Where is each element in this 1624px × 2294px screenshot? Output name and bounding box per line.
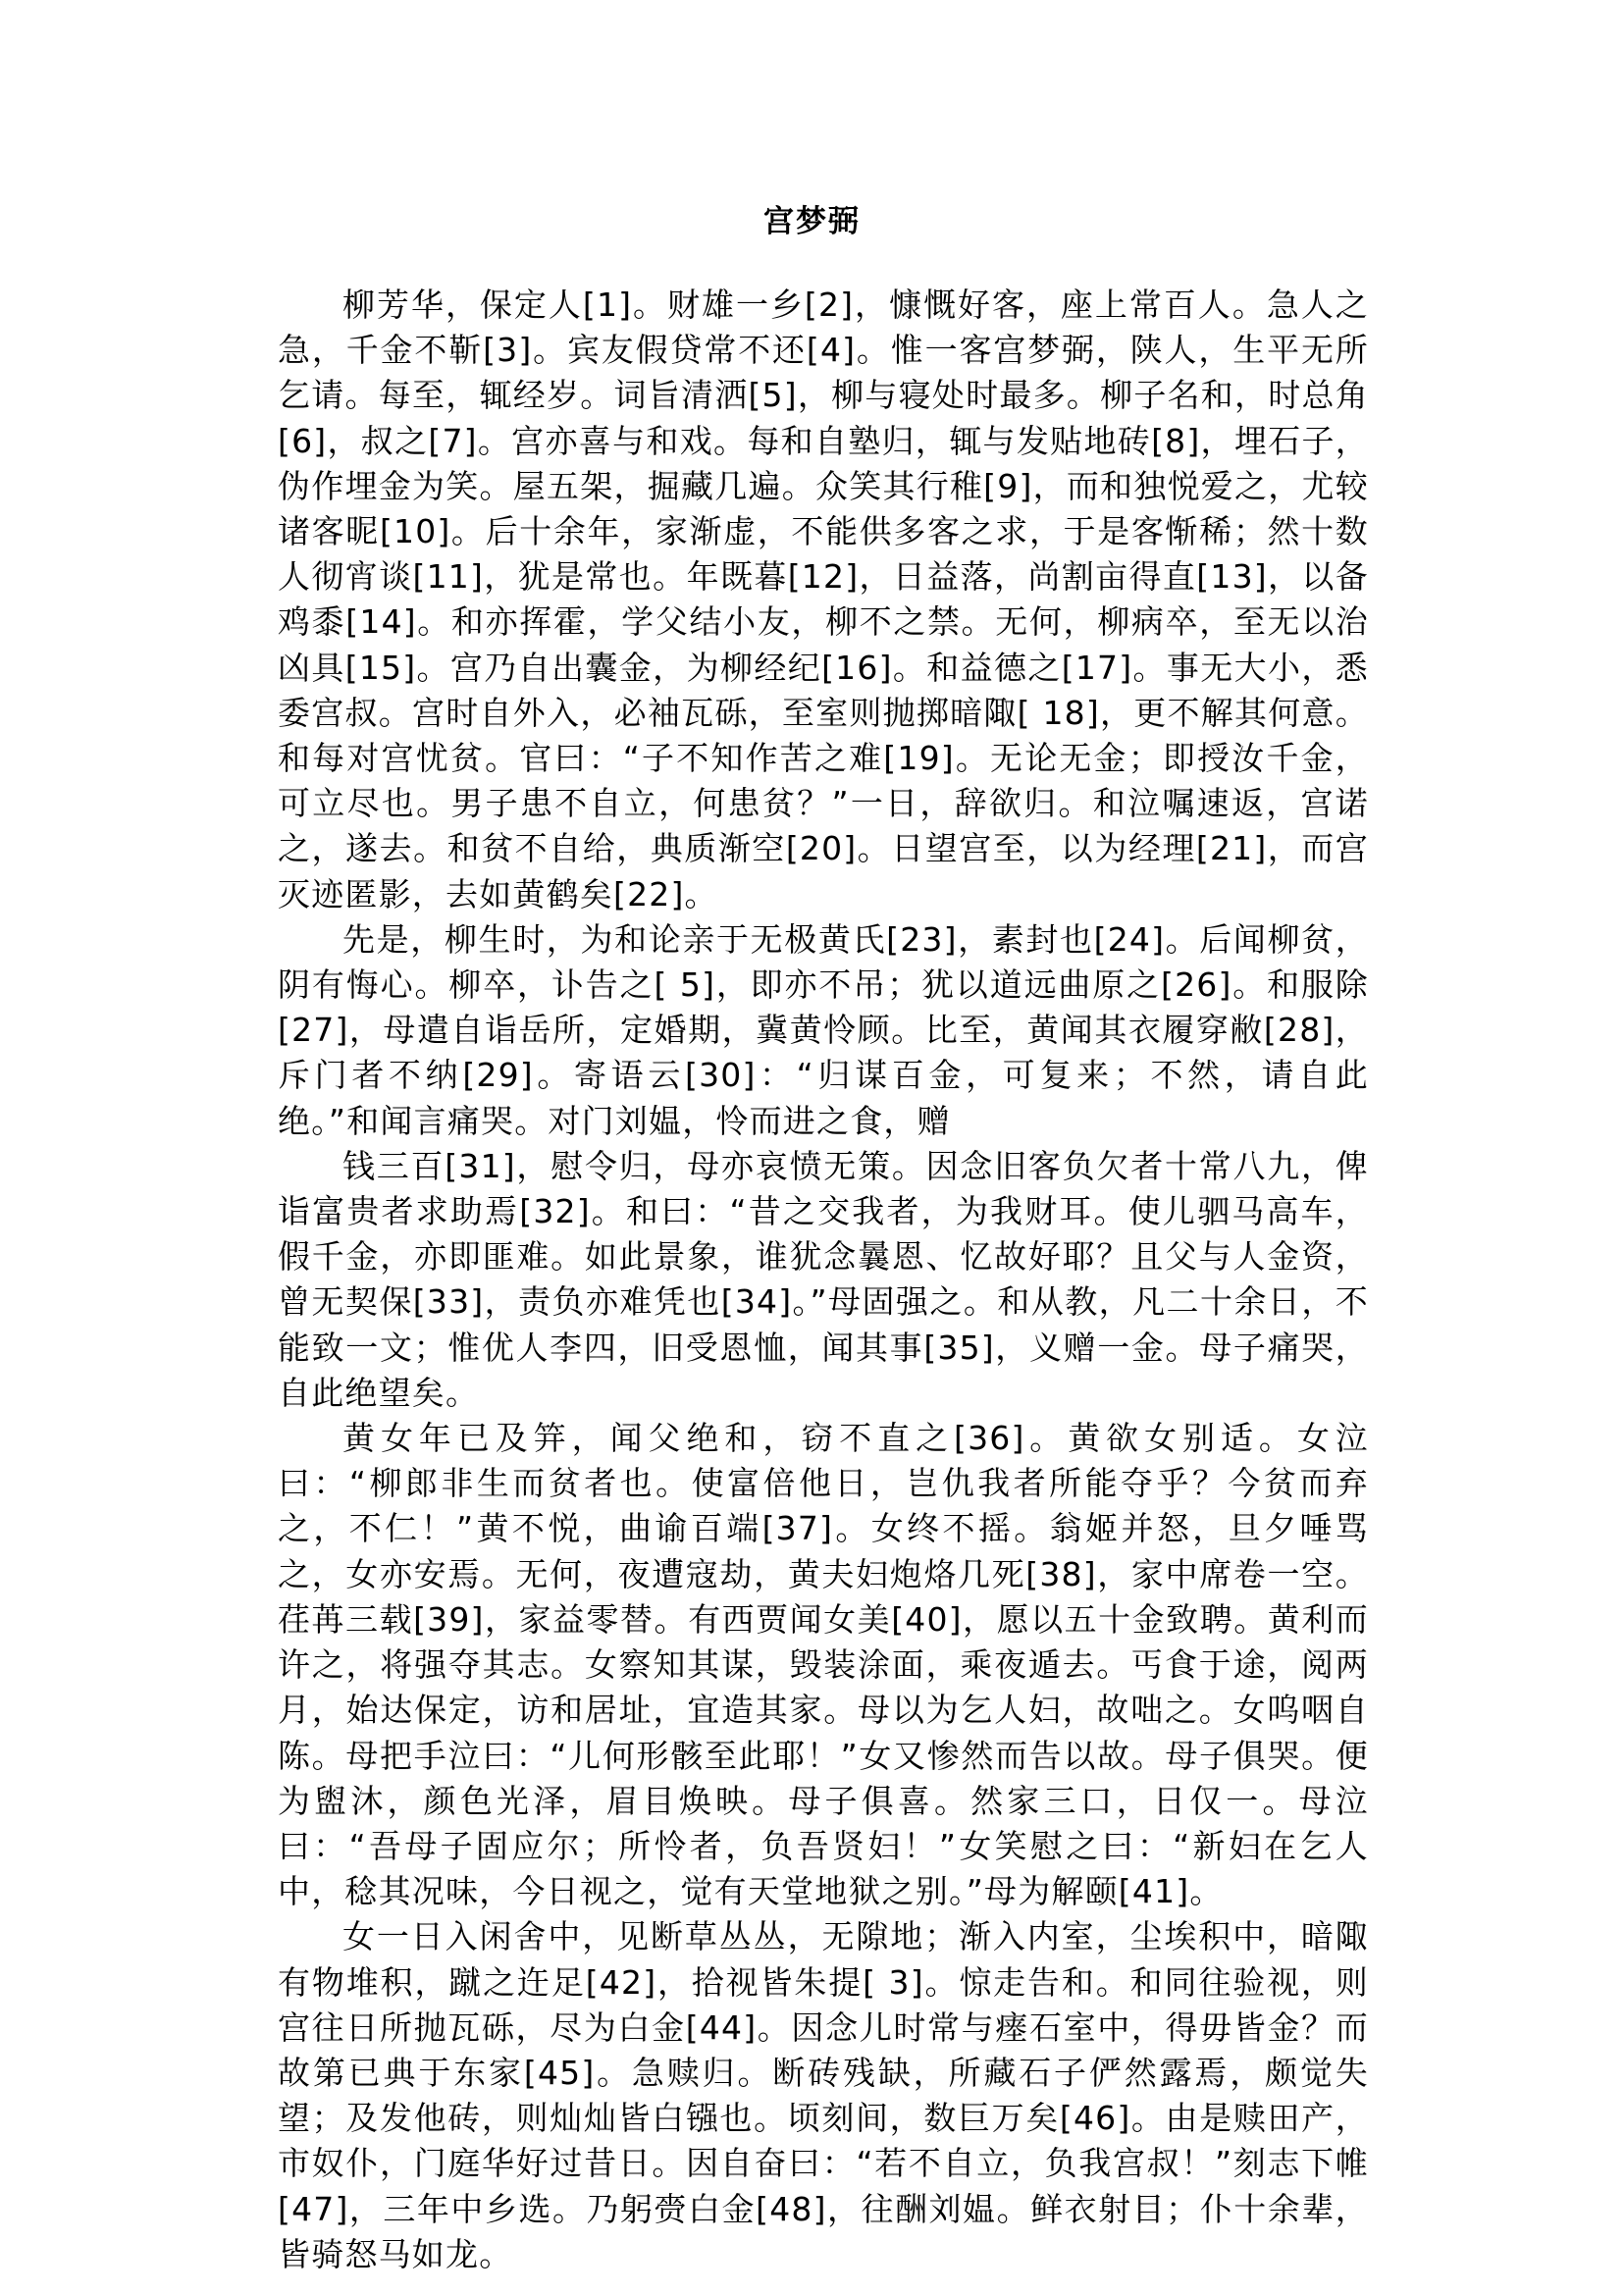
paragraph: 柳芳华，保定人[1]。财雄一乡[2]，慷慨好客，座上常百人。急人之急，千金不靳[3]。宾友假贷常不还[4]。惟一客宫梦弼，陕人，生平无所乞请。每至，辄经岁。词旨清洒[5]，柳与寝处时最多。柳子名和，时总角[6]，叔之[7]。宫亦喜与和戏。每和自塾归，辄与发贴地砖[8]，埋石子，伪作埋金为笑。屋五架，掘藏几遍。众笑其行稚[9]，而和独悦爱之，尤较诸客昵[10]。后十余年，家渐虚，不能供多客之求，于是客惭稀；然十数人彻宵谈[11]，犹是常也。年既暮[12]，日益落，尚割亩得直[13]，以备鸡黍[14]。和亦挥霍，学父结小友，柳不之禁。无何，柳病卒，至无以治凶具[15]。宫乃自出囊金，为柳经纪[16]。和益德之[17]。事无大小，悉委宫叔。宫时自外入，必袖瓦砾，至室则抛掷暗陬[ 18]，更不解其何意。和每对宫忧贫。官曰：“子不知作苦之难[19]。无论无金；即授汝千金，可立尽也。男子患不自立，何患贫？”一日，辞欲归。和泣嘱速返，宫诺之，遂去。和贫不自给，典质渐空[20]。日望宫至，以为经理[21]，而宫灭迹匿影，去如黄鹤矣[22]。 xyxy=(278,286,1369,913)
paragraph: 女一日入闲舍中，见断草丛丛，无隙地；渐入内室，尘埃积中，暗陬有物堆积，蹴之迕足[42]，拾视皆朱提[ 3]。惊走告和。和同往验视，则宫往日所抛瓦砾，尽为白金[44]。因念儿时常与瘗石室中，得毋皆金？而故第已典于东家[45]。急赎归。断砖残缺，所藏石子俨然露焉，颇觉失望；及发他砖，则灿灿皆白镪也。顷刻间，数巨万矣[46]。由是赎田产，市奴仆，门庭华好过昔日。因自奋曰：“若不自立，负我宫叔！”刻志下帷[47]，三年中乡选。乃躬赍白金[48]，往酬刘媪。鲜衣射目；仆十余辈，皆骑怒马如龙。 xyxy=(278,1917,1369,2273)
paragraph: 钱三百[31]，慰令归，母亦哀愤无策。因念旧客负欠者十常八九，俾诣富贵者求助焉[32]。和曰：“昔之交我者，为我财耳。使儿驷马高车，假千金，亦即匪难。如此景象，谁犹念曩恩、忆故好耶？且父与人金资，曾无契保[33]，责负亦难凭也[34]。”母固强之。和从教，凡二十余日，不能致一文；惟优人李四，旧受恩恤，闻其事[35]，义赠一金。母子痛哭，自此绝望矣。 xyxy=(278,1146,1369,1412)
paragraph: 黄女年已及笄，闻父绝和，窃不直之[36]。黄欲女别适。女泣曰：“柳郎非生而贫者也。使富倍他日，岂仇我者所能夺乎？今贫而弃之，不仁！”黄不悦，曲谕百端[37]。女终不摇。翁姬并怒，旦夕唾骂之，女亦安焉。无何，夜遭寇劫，黄夫妇炮烙几死[38]，家中席卷一空。荏苒三载[39]，家益零替。有西贾闻女美[40]，愿以五十金致聘。黄利而许之，将强夺其志。女察知其谋，毁装涂面，乘夜遁去。丐食于途，阅两月，始达保定，访和居址，宜造其家。母以为乞人妇，故咄之。女呜咽自陈。母把手泣曰：“儿何形骸至此耶！”女又惨然而告以故。母子俱哭。便为盥沐，颜色光泽，眉目焕映。母子俱喜。然家三口，日仅一。母泣曰：“吾母子固应尔；所怜者，负吾贤妇！”女笑慰之曰：“新妇在乞人中，稔其况味，今日视之，觉有天堂地狱之别。”母为解颐[41]。 xyxy=(278,1419,1369,1911)
paragraph: 先是，柳生时，为和论亲于无极黄氏[23]，素封也[24]。后闻柳贫，阴有悔心。柳卒，讣告之[ 5]，即亦不吊；犹以道远曲原之[26]。和服除[27]，母遣自诣岳所，定婚期，冀黄怜顾。比至，黄闻其衣履穿敝[28]，斥门者不纳[29]。寄语云[30]：“归谋百金，可复来；不然，请自此绝。”和闻言痛哭。对门刘媪，怜而进之食，赠 xyxy=(278,919,1369,1140)
story-body xyxy=(278,283,1369,2277)
page-title: 宫梦弼 xyxy=(763,204,861,239)
